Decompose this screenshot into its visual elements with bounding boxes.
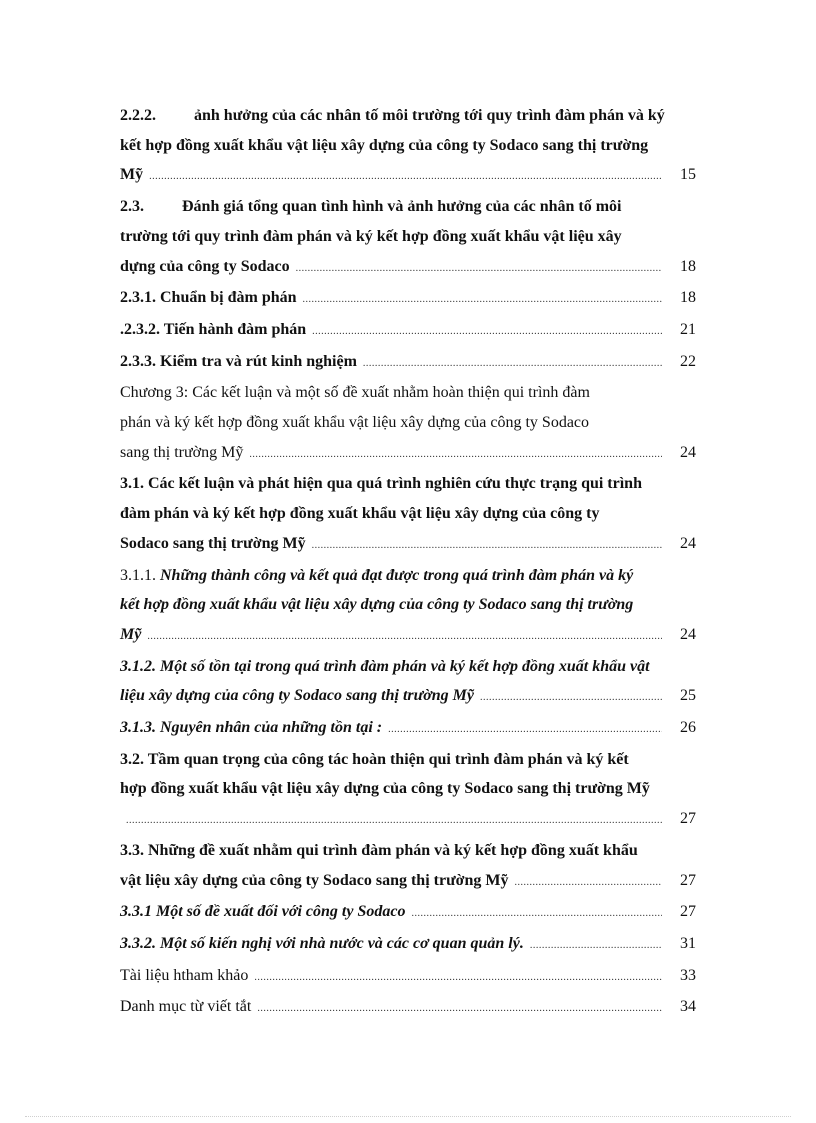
toc-line: dựng của công ty Sodaco: [120, 257, 290, 275]
toc-line: phán và ký kết hợp đồng xuất khẩu vật liệu xây dựng của công ty Sodaco: [120, 414, 590, 432]
toc-entry-3-1-3[interactable]: [120, 713, 696, 745]
dot-leader: [312, 317, 662, 347]
toc-entry-3-3-1[interactable]: [120, 897, 696, 929]
toc-line: 3.2. Tầm quan trọng của công tác hoàn thiện qui trình đàm phán và ký kết: [120, 750, 629, 768]
toc-line: sang thị trường Mỹ: [120, 443, 244, 461]
toc-entry-3-1-2[interactable]: [120, 652, 696, 713]
page-number: 24: [680, 534, 696, 552]
toc-entry-3-1[interactable]: [120, 469, 696, 560]
toc-line: Danh mục từ viết tắt: [120, 998, 252, 1016]
toc-line: ảnh hưởng của các nhân tố môi trường tới quy trình đàm phán và ký: [194, 107, 665, 124]
page-number: 27: [680, 903, 696, 921]
toc-line: Đánh giá tổng quan tình hình và ảnh hưởng của các nhân tố môi: [182, 198, 622, 216]
page-number: 27: [680, 810, 696, 828]
toc-line: 3.3.1 Một số đề xuất đối với công ty Sodaco: [120, 903, 406, 921]
toc-line: 2.3.3. Kiểm tra và rút kinh nghiệm: [120, 352, 357, 370]
toc-line: Những thành công và kết quả đạt được trong quá trình đàm phán và ký: [160, 566, 634, 584]
dot-leader: [388, 715, 662, 745]
dot-leader: [312, 531, 662, 561]
page-number: 24: [680, 443, 696, 461]
page-number: 33: [680, 966, 696, 984]
toc-number: 2.3.: [120, 198, 144, 216]
toc-line: Mỹ: [120, 625, 142, 643]
toc-entry-2-3-2[interactable]: [120, 315, 696, 347]
toc-line: liệu xây dựng của công ty Sodaco sang thị trường Mỹ: [120, 687, 475, 705]
page-number: 18: [680, 289, 696, 307]
dot-leader: [249, 440, 662, 470]
toc-number: 3.1.1.: [120, 566, 156, 584]
toc-line: trường tới quy trình đàm phán và ký kết hợp đồng xuất khẩu vật liệu xây: [120, 227, 622, 245]
toc-entry-2-2-2[interactable]: [120, 101, 696, 192]
toc-line: hợp đồng xuất khẩu vật liệu xây dựng của công ty Sodaco sang thị trường Mỹ: [120, 780, 650, 798]
toc-entry-2-3[interactable]: [120, 192, 696, 283]
toc-entry-3-1-1[interactable]: [120, 561, 696, 652]
toc-line: .2.3.2. Tiến hành đàm phán: [120, 320, 307, 338]
toc-line: 3.3.2. Một số kiến nghị với nhà nước và các cơ quan quản lý.: [120, 934, 524, 952]
toc-entry-2-3-3[interactable]: [120, 347, 696, 379]
toc-entry-2-3-1[interactable]: [120, 283, 696, 315]
toc-entry-references[interactable]: [120, 961, 696, 993]
dot-leader: [254, 963, 662, 993]
dot-leader: [147, 622, 662, 652]
page-number: 25: [680, 687, 696, 705]
dot-leader: [149, 162, 662, 192]
toc-line: 3.1. Các kết luận và phát hiện qua quá trình nghiên cứu thực trạng qui trình: [120, 475, 642, 493]
toc-line: đàm phán và ký kết hợp đồng xuất khẩu vật liệu xây dựng của công ty: [120, 505, 600, 523]
page-number: 15: [680, 166, 696, 184]
dot-leader: [303, 285, 662, 315]
toc-entry-abbreviations[interactable]: [120, 992, 696, 1024]
dot-leader: [363, 349, 662, 379]
toc-line: kết hợp đồng xuất khẩu vật liệu xây dựng của công ty Sodaco sang thị trường: [120, 136, 649, 154]
toc-line: 3.3. Những đề xuất nhằm qui trình đàm phán và ký kết hợp đồng xuất khẩu: [120, 841, 638, 859]
page-number: 27: [680, 871, 696, 889]
dot-leader: [411, 899, 662, 929]
dot-leader: [530, 931, 662, 961]
page-number: 22: [680, 352, 696, 370]
toc-line: kết hợp đồng xuất khẩu vật liệu xây dựng của công ty Sodaco sang thị trường: [120, 596, 634, 614]
dot-leader: [480, 683, 662, 713]
toc-line: Chương 3: Các kết luận và một số đề xuất nhằm hoàn thiện qui trình đàm: [120, 384, 590, 402]
toc-line: Tài liệu htham khảo: [120, 966, 249, 984]
page-number: 24: [680, 625, 696, 643]
toc-entry-3-2[interactable]: [120, 745, 696, 836]
toc-line: Mỹ: [120, 166, 144, 184]
page-number: 21: [680, 320, 696, 338]
page-number: 31: [680, 934, 696, 952]
toc-entry-chapter-3[interactable]: [120, 378, 696, 469]
page-number: 34: [680, 998, 696, 1016]
toc-line: 3.1.2. Một số tồn tại trong quá trình đàm phán và ký kết hợp đồng xuất khẩu vật: [120, 657, 650, 675]
dot-leader: [126, 806, 662, 836]
dot-leader: [296, 254, 662, 284]
dot-leader: [257, 994, 662, 1024]
toc-number: 2.2.2.: [120, 107, 156, 124]
toc-line: Sodaco sang thị trường Mỹ: [120, 534, 306, 552]
toc-entry-3-3[interactable]: [120, 836, 696, 897]
page-number: 18: [680, 257, 696, 275]
toc-line: 2.3.1. Chuẩn bị đàm phán: [120, 289, 297, 307]
page-number: 26: [680, 719, 696, 737]
toc-entry-3-3-2[interactable]: [120, 929, 696, 961]
page-bottom-divider: [25, 1116, 791, 1117]
dot-leader: [515, 868, 662, 898]
toc-line: 3.1.3. Nguyên nhân của những tồn tại :: [120, 719, 383, 737]
table-of-contents: [120, 101, 696, 1024]
toc-line: vật liệu xây dựng của công ty Sodaco sang thị trường Mỹ: [120, 871, 509, 889]
